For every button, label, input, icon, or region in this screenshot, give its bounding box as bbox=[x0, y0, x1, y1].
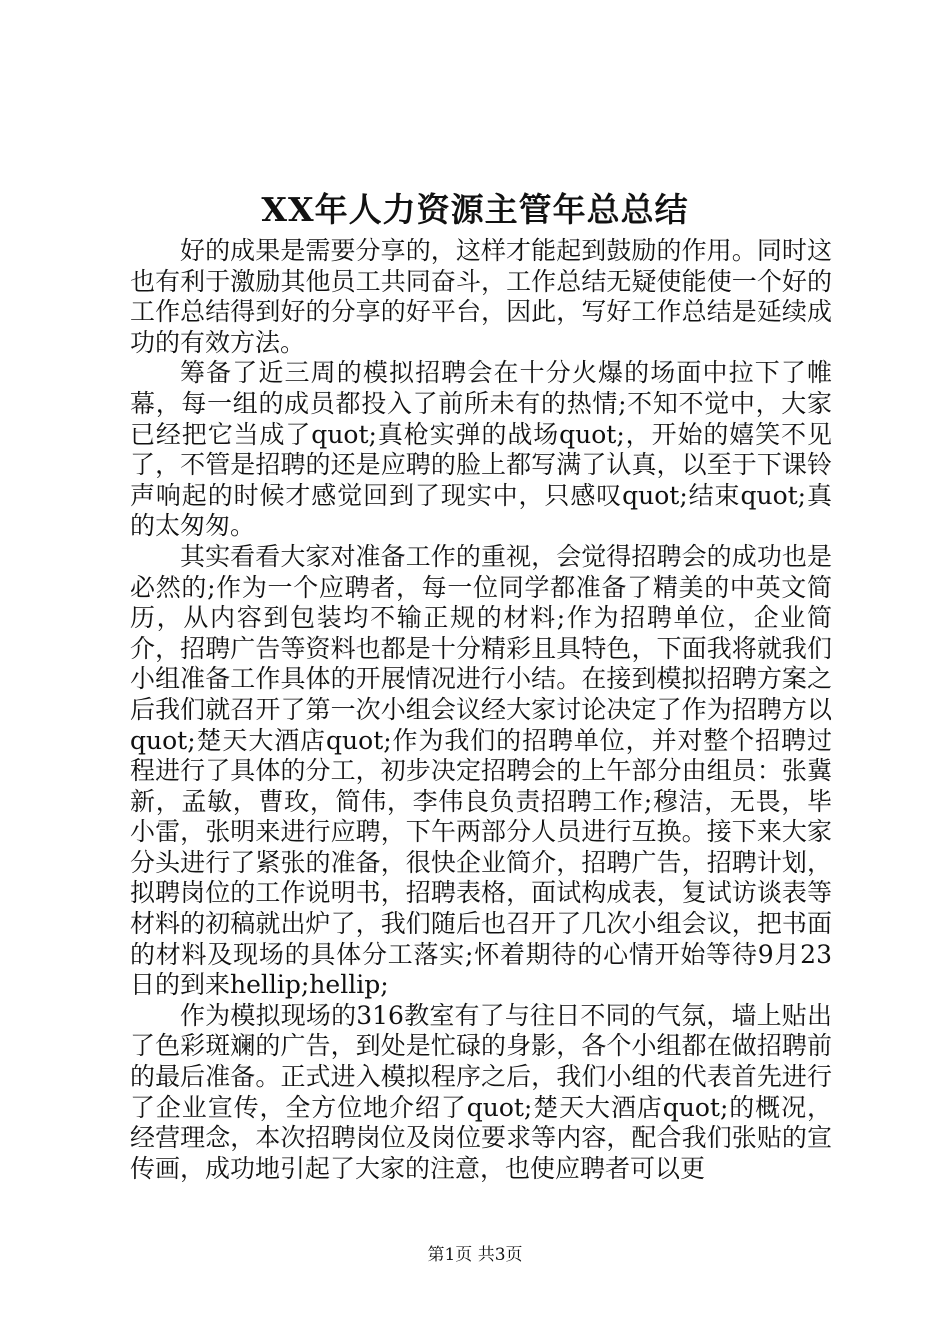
paragraph: 好的成果是需要分享的，这样才能起到鼓励的作用。同时这也有利于激励其他员工共同奋斗，工作总结无疑使能使一个好的工作总结得到好的分享的好平台，因此，写好工作总结是延续成功的有效方法。 bbox=[130, 236, 832, 357]
document-body bbox=[130, 236, 832, 1184]
paragraph: 其实看看大家对准备工作的重视，会觉得招聘会的成功也是必然的;作为一个应聘者，每一位同学都准备了精美的中英文简历，从内容到包装均不输正规的材料;作为招聘单位，企业简介，招聘广告等资料也都是十分精彩且具特色，下面我将就我们小组准备工作具体的开展情况进行小结。在接到模拟招聘方案之后我们就召开了第一次小组会议经大家讨论决定了作为招聘方以quot;楚天大酒店quot;作为我们的招聘单位，并对整个招聘过程进行了具体的分工，初步决定招聘会的上午部分由组员：张冀新，孟敏，曹玫，简伟，李伟良负责招聘工作;穆洁，无畏，毕小雷，张明来进行应聘，下午两部分人员进行互换。接下来大家分头进行了紧张的准备，很快企业简介，招聘广告，招聘计划，拟聘岗位的工作说明书，招聘表格，面试构成表，复试访谈表等材料的初稿就出炉了，我们随后也召开了几次小组会议，把书面的材料及现场的具体分工落实;怀着期待的心情开始等待9月23日的到来hellip;hellip; bbox=[130, 541, 832, 1000]
page-number-footer: 第1页 共3页 bbox=[427, 1245, 523, 1265]
paragraph: 作为模拟现场的316教室有了与往日不同的气氛，墙上贴出了色彩斑斓的广告，到处是忙碌的身影，各个小组都在做招聘前的最后准备。正式进入模拟程序之后，我们小组的代表首先进行了企业宣传，全方位地介绍了quot;楚天大酒店quot;的概况，经营理念，本次招聘岗位及岗位要求等内容，配合我们张贴的宣传画，成功地引起了大家的注意，也使应聘者可以更 bbox=[130, 1000, 832, 1183]
document-title: XX年人力资源主管年总总结 bbox=[261, 190, 689, 229]
paragraph: 筹备了近三周的模拟招聘会在十分火爆的场面中拉下了帷幕，每一组的成员都投入了前所未有的热情;不知不觉中，大家已经把它当成了quot;真枪实弹的战场quot;，开始的嬉笑不见了，不管是招聘的还是应聘的脸上都写满了认真，以至于下课铃声响起的时候才感觉回到了现实中，只感叹quot;结束quot;真的太匆匆。 bbox=[130, 358, 832, 541]
